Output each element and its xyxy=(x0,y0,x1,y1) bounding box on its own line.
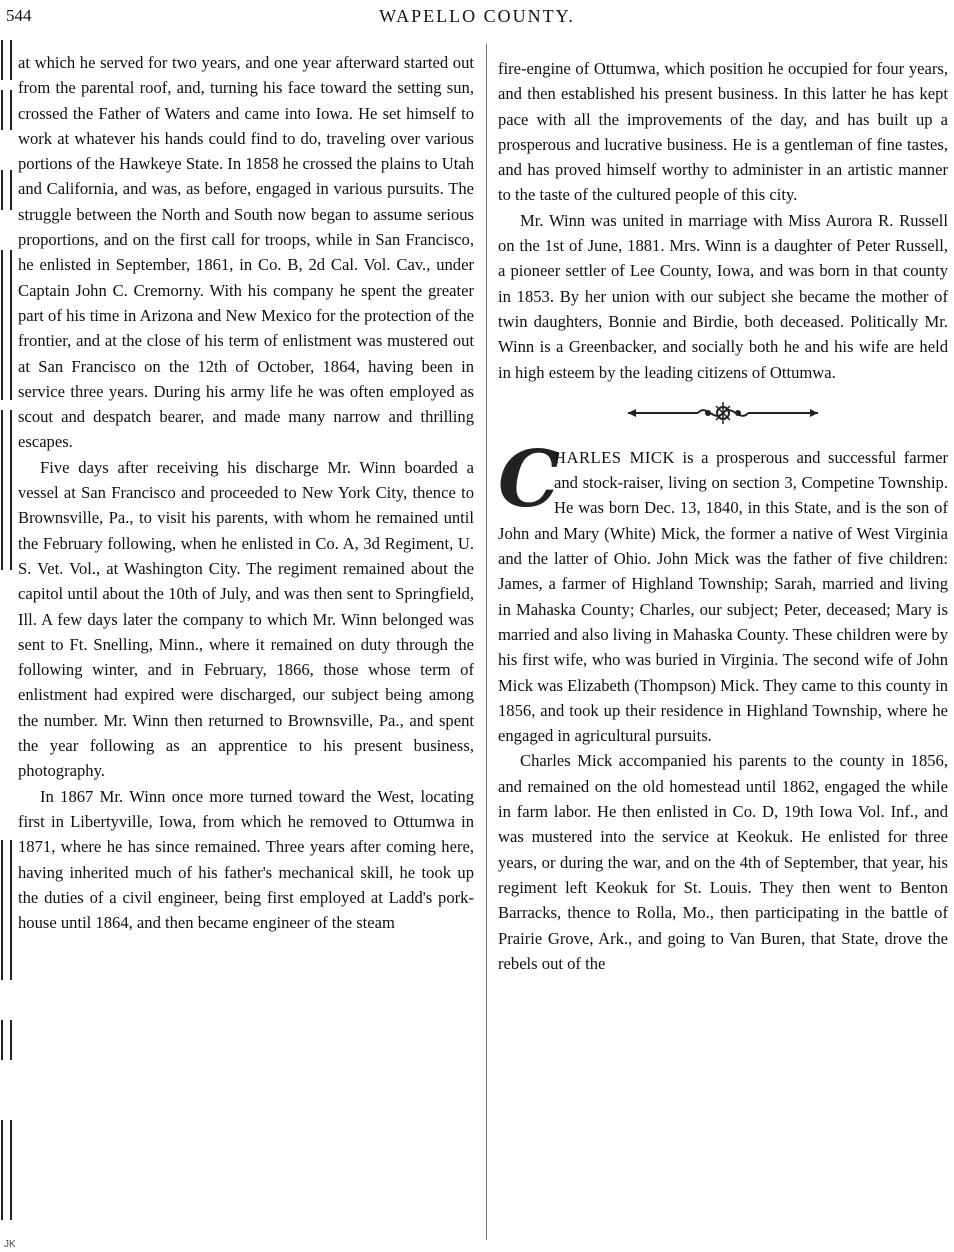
binding-edge-decoration xyxy=(0,40,12,1240)
paragraph: In 1867 Mr. Winn once more turned toward the West, locating first in Libertyville, Iowa, from which he removed to Ottumwa in 1871, where he has since remained. Three years after coming here, having inherited much of his father's mechanical skill, he took up the duties of a civil engineer, being first employed at Ladd's pork-house until 1864, and then became engineer of the steam xyxy=(18,786,474,933)
left-column xyxy=(18,50,474,935)
footer-mark: JK xyxy=(4,1239,16,1250)
subject-name: HARLES MICK xyxy=(554,447,675,467)
paragraph: Charles Mick accompanied his parents to the county in 1856, and remained on the old homestead until 1862, engaged the while in farm labor. He then enlisted in Co. D, 19th Iowa Vol. Inf., and was mustered into the service at Keokuk. He enlisted for three years, or during the war, and on the 4th of September, that year, his regiment left Keokuk for St. Louis. They then went to Benton Barracks, thence to Rolla, Mo., then participating in the battle of Prairie Grove, Ark., and going to Van Buren, that State, drove the rebels out of the xyxy=(498,751,948,973)
paragraph: at which he served for two years, and one year afterward started out from the parental roof, and, turning his face toward the setting sun, crossed the Father of Waters and came into Iowa. He set himself to work at whatever his hands could find to do, traveling over various portions of the Hawkeye State. In 1858 he crossed the plains to Utah and California, and was, as before, engaged in various pursuits. The struggle between the North and South now began to assume serious proportions, and on the first call for troops, while in San Francisco, he enlisted in September, 1861, in Co. B, 2d Cal. Vol. Cav., under Captain John C. Cremorny. With his company he spent the greater part of his time in Arizona and New Mexico for the protection of the frontier, and at the close of his term of enlistment was mustered out at San Francisco on the 12th of October, 1864, having been in service three years. During his army life he was often employed as scout and despatch bearer, and made many narrow and thrilling escapes. xyxy=(18,53,474,452)
right-column xyxy=(498,56,948,976)
drop-cap: C xyxy=(498,433,561,525)
paragraph: Five days after receiving his discharge Mr. Winn boarded a vessel at San Francisco and proceeded to New York City, thence to Brownsville, Pa., to visit his parents, with whom he remained until the February following, when he enlisted in Co. A, 3d Regiment, U. S. Vet. Vol., at Washington City. The regiment remained about the capitol until about the 10th of July, and was then sent to Springfield, Ill. A few days later the company to which Mr. Winn belonged was sent to Ft. Snelling, Minn., where it remained on duty through the following winter, and in February, 1866, those whose term of enlistment had expired were discharged, our subject being among the number. Mr. Winn then returned to Brownsville, Pa., and spent the year following as an apprentice to his present business, photography. xyxy=(18,457,474,781)
paragraph-body: is a prosperous and successful farmer and stock-raiser, living on section 3, Competine Township. He was born Dec. 13, 1840, in this State, and is the son of John and Mary (White) Mick, the former a native of West Virginia and the latter of Ohio. John Mick was the father of five children: James, a farmer of Highland Township; Sarah, married and living in Mahaska County; Charles, our subject; Peter, deceased; Mary is married and also living in Mahaska County. These children were by his first wife, who was buried in Virginia. The second wife of John Mick was Elizabeth (Thompson) Mick. They came to this county in 1856, and took up their residence in Highland Township, where he engaged in agricultural pursuits. xyxy=(498,447,948,746)
column-divider xyxy=(486,44,487,1240)
page-number: 544 xyxy=(6,6,32,25)
paragraph: fire-engine of Ottumwa, which position he occupied for four years, and then established his present business. In this latter he has kept pace with all the improvements of the day, and has built up a prosperous and lucrative business. He is a gentleman of fine tastes, and has proved himself worthy to administer in an artistic manner to the taste of the cultured people of this city. xyxy=(498,59,948,205)
paragraph xyxy=(498,433,948,749)
paragraph: Mr. Winn was united in marriage with Miss Aurora R. Russell on the 1st of June, 1881. Mrs. Winn is a daughter of Peter Russell, a pioneer settler of Lee County, Iowa, and was born in that county in 1853. By her union with our subject she became the mother of twin daughters, Bonnie and Birdie, both deceased. Politically Mr. Winn is a Greenbacker, and socially both he and his wife are held in high esteem by the leading citizens of Ottumwa. xyxy=(498,210,948,382)
running-head: WAPELLO COUNTY. xyxy=(379,6,575,26)
section-divider-ornament xyxy=(498,389,948,437)
